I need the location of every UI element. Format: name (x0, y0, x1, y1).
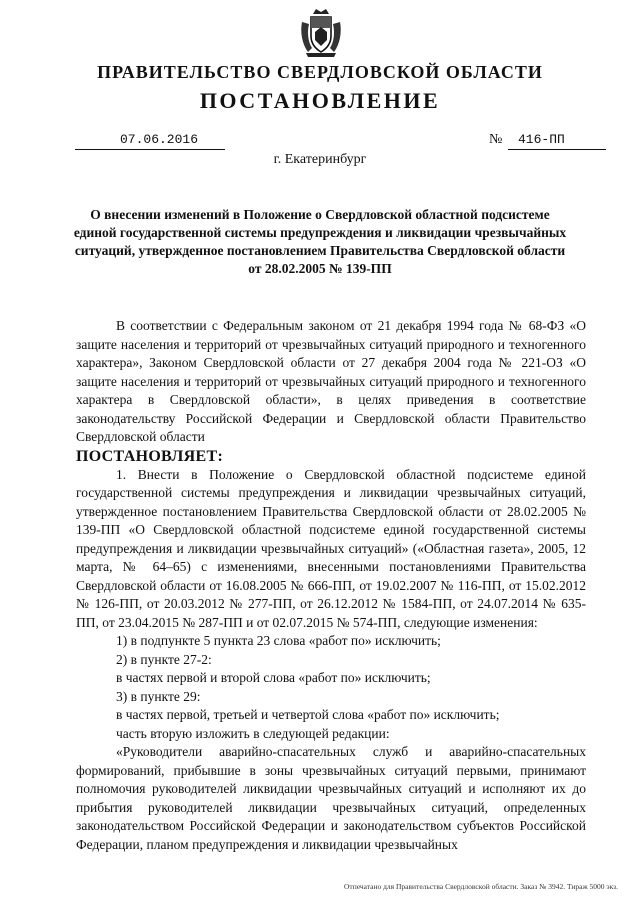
quoted-text: «Руководители аварийно-спасательных служб и аварийно-спасательных формирований, прибывшие в зоны чрезвычайных ситуаций первыми, принимают полномочия руководителей ликвидации чрезвычайных ситуаций и исполняют их до прибытия руководителей ликвидации чрезвычайных ситуаций, определенных законодательством Российской Федерации и законодательством субъектов Российской Федерации, планом предупреждения и ликвидации чрезвычайных (76, 744, 586, 852)
resolves-heading: ПОСТАНОВЛЯЕТ: (76, 447, 224, 465)
number-label: № (489, 132, 503, 147)
date-underline (75, 149, 225, 150)
coat-of-arms-icon (298, 8, 344, 58)
document-number: 416-ПП (518, 132, 565, 147)
subitem-2: 2) в пункте 27-2: (116, 651, 212, 667)
document-date: 07.06.2016 (120, 132, 199, 147)
document-subject: О внесении изменений в Положение о Свердловской областной подсистеме единой государственной системы предупреждения и ликвидации чрезвычайных ситуаций, утвержденное постановлением Правительства Свердловской области от 28.02.2005 № 139-ПП (73, 207, 567, 276)
preamble: В соответствии с Федеральным законом от 21 декабря 1994 года № 68-ФЗ «О защите населения и территорий от чрезвычайных ситуаций природного и техногенного характера», Законом Свердловской области от 27 декабря 2004 года № 221-ОЗ «О защите населения и территорий от чрезвычайных ситуаций природного и техногенного характера в Свердловской области», в целях приведения в соответствие законодательству Российской Федерации и Свердловской области Правительство Свердловской области (76, 318, 586, 444)
subitem-1: 1) в подпункте 5 пункта 23 слова «работ по» исключить; (116, 633, 441, 648)
number-underline (508, 149, 606, 150)
document-kind: ПОСТАНОВЛЕНИЕ (199, 88, 441, 113)
government-title: ПРАВИТЕЛЬСТВО СВЕРДЛОВСКОЙ ОБЛАСТИ (97, 62, 543, 82)
document-body (76, 317, 586, 854)
subitem-3: 3) в пункте 29: (116, 688, 201, 704)
print-footer: Отпечатано для Правительства Свердловской области. Заказ № 3942. Тираж 5000 экз. (344, 882, 618, 891)
subitem-3a: в частях первой, третьей и четвертой слова «работ по» исключить; (116, 707, 500, 722)
item-1: 1. Внести в Положение о Свердловской областной подсистеме единой государственной системы предупреждения и ликвидации чрезвычайных ситуаций, утвержденное постановлением Правительства Свердловской области от 28.02.2005 № 139-ПП «О Свердловской областной подсистеме единой государственной системы предупреждения и ликвидации чрезвычайных ситуаций» («Областная газета», 2005, 12 марта, № 64–65) с изменениями, внесенными постановлениями Правительства Свердловской области от 16.08.2005 № 666-ПП, от 19.02.2007 № 116-ПП, от 15.02.2012 № 126-ПП, от 20.03.2012 № 277-ПП, от 26.12.2012 № 1584-ПП, от 24.07.2014 № 635-ПП, от 23.04.2015 № 287-ПП и от 02.07.2015 № 574-ПП, следующие изменения: (76, 466, 586, 630)
city: г. Екатеринбург (273, 152, 367, 167)
subitem-3b: часть вторую изложить в следующей редакции: (116, 725, 390, 741)
subitem-2a: в частях первой и второй слова «работ по» исключить; (116, 670, 431, 685)
